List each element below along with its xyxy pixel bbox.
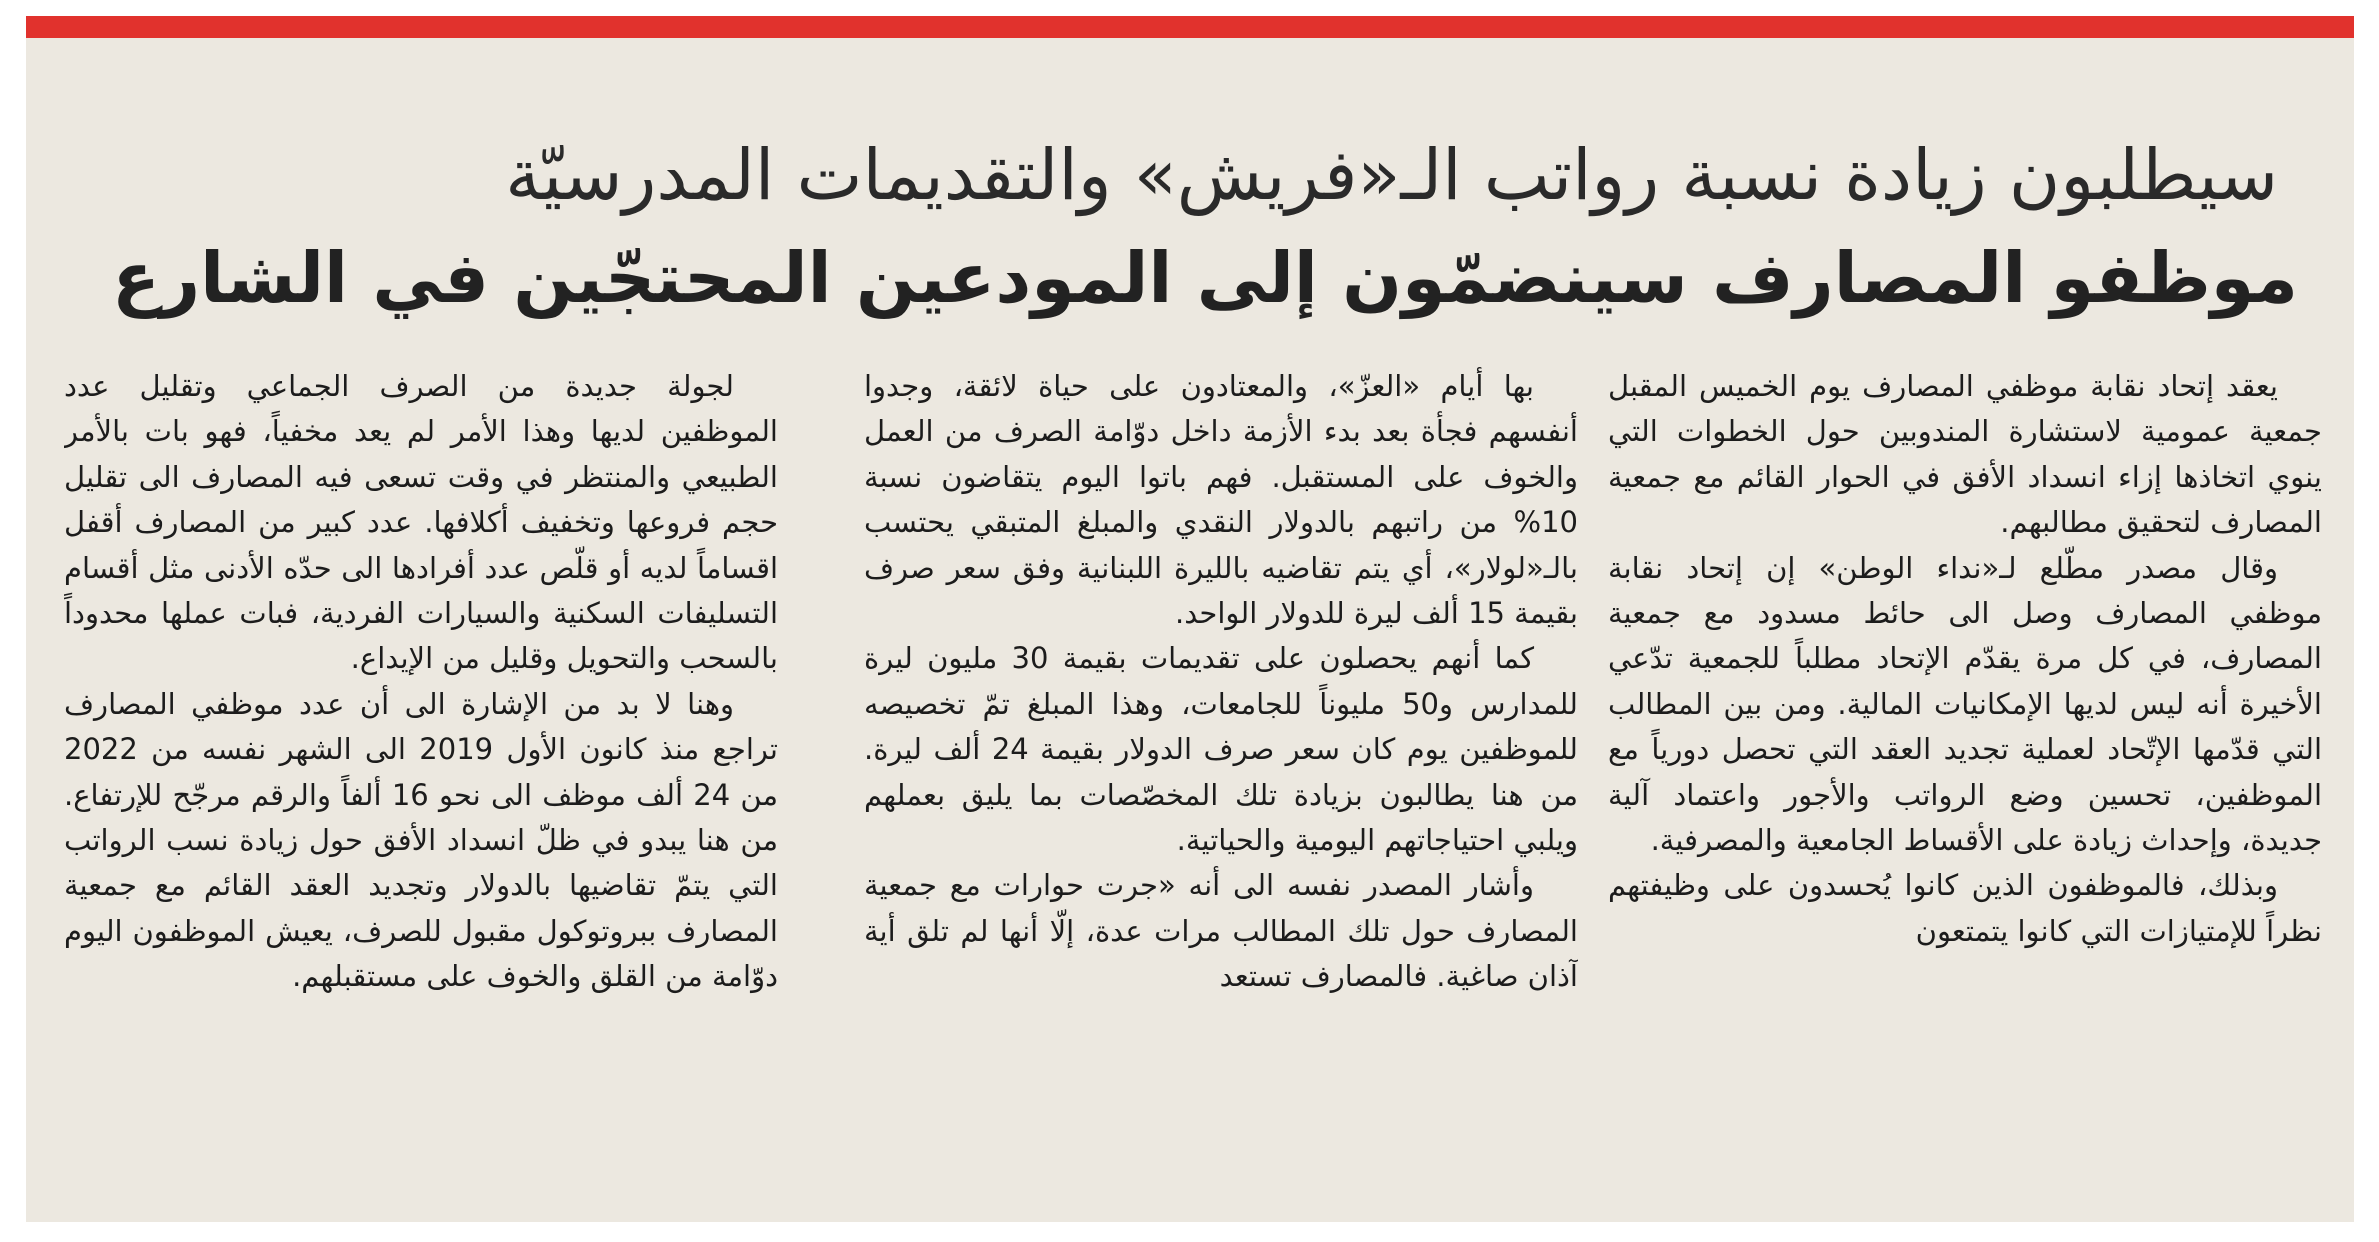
paragraph: وهنا لا بد من الإشارة الى أن عدد موظفي المصارف تراجع منذ كانون الأول 2019 الى الشهر نفسه من 2022 من 24 ألف موظف الى نحو 16 ألفاً والرقم مرجّح للإرتفاع. من هنا يبدو في ظلّ انسداد الأفق حول زيادة نسب الرواتب التي يتمّ تقاضيها بالدولار وتجديد العقد القائم مع جمعية المصارف ببروتوكول مقبول للصرف، يعيش الموظفون اليوم دوّامة من القلق والخوف على مستقبلهم. [64, 686, 778, 994]
paragraph: كما أنهم يحصلون على تقديمات بقيمة 30 مليون ليرة للمدارس و50 مليوناً للجامعات، وهذا المبلغ تمّ تخصيصه للموظفين يوم كان سعر صرف الدولار بقيمة 24 ألف ليرة. من هنا يطالبون بزيادة تلك المخصّصات بما يليق بعملهم ويلبي احتياجاتهم اليومية والحياتية. [864, 641, 1578, 858]
article-column-1 [1608, 364, 2322, 1194]
article-subtitle: سيطلبون زيادة نسبة رواتب الـ«فريش» والتقديمات المدرسيّة [505, 134, 2278, 216]
paragraph: يعقد إتحاد نقابة موظفي المصارف يوم الخميس المقبل جمعية عمومية لاستشارة المندوبين حول الخطوات التي ينوي اتخاذها إزاء انسداد الأفق في الحوار القائم مع جمعية المصارف لتحقيق مطالبهم. [1608, 369, 2322, 540]
paragraph: لجولة جديدة من الصرف الجماعي وتقليل عدد الموظفين لديها وهذا الأمر لم يعد مخفياً، فهو بات بالأمر الطبيعي والمنتظر في وقت تسعى فيه المصارف الى تقليل حجم فروعها وتخفيف أكلافها. عدد كبير من المصارف أقفل اقساماً لديه أو قلّص عدد أفرادها الى حدّه الأدنى مثل أقسام التسليفات السكنية والسيارات الفردية، فبات عملها محدوداً بالسحب والتحويل وقليل من الإيداع. [64, 369, 778, 676]
paragraph: وقال مصدر مطّلع لـ«نداء الوطن» إن إتحاد نقابة موظفي المصارف وصل الى حائط مسدود مع جمعية المصارف، في كل مرة يقدّم الإتحاد مطلباً للجمعية تدّعي الأخيرة أنه ليس لديها الإمكانيات المالية. ومن بين المطالب التي قدّمها الإتّحاد لعملية تجديد العقد التي تحصل دورياً مع الموظفين، تحسين وضع الرواتب والأجور واعتماد آلية جديدة، وإحداث زيادة على الأقساط الجامعية والمصرفية. [1608, 550, 2322, 858]
newspaper-page [26, 16, 2354, 1222]
paragraph: وبذلك، فالموظفون الذين كانوا يُحسدون على وظيفتهم نظراً للإمتيازات التي كانوا يتمتعون [1608, 868, 2322, 948]
article-title: موظفو المصارف سينضمّون إلى المودعين المحتجّين في الشارع [112, 237, 2298, 319]
paragraph: وأشار المصدر نفسه الى أنه «جرت حوارات مع جمعية المصارف حول تلك المطالب مرات عدة، إلّا أنها لم تلق أية آذان صاغية. فالمصارف تستعد [864, 868, 1578, 994]
article-column-2 [864, 364, 1578, 1194]
article-column-3 [64, 364, 778, 1194]
paragraph: بها أيام «العزّ»، والمعتادون على حياة لائقة، وجدوا أنفسهم فجأة بعد بدء الأزمة داخل دوّامة الصرف من العمل والخوف على المستقبل. فهم باتوا اليوم يتقاضون نسبة 10% من راتبهم بالدولار النقدي والمبلغ المتبقي يحتسب بالـ«لولار»، أي يتم تقاضيه بالليرة اللبنانية وفق سعر صرف بقيمة 15 ألف ليرة للدولار الواحد. [864, 369, 1578, 631]
accent-top-bar [26, 16, 2354, 38]
article-body [26, 364, 2354, 1194]
